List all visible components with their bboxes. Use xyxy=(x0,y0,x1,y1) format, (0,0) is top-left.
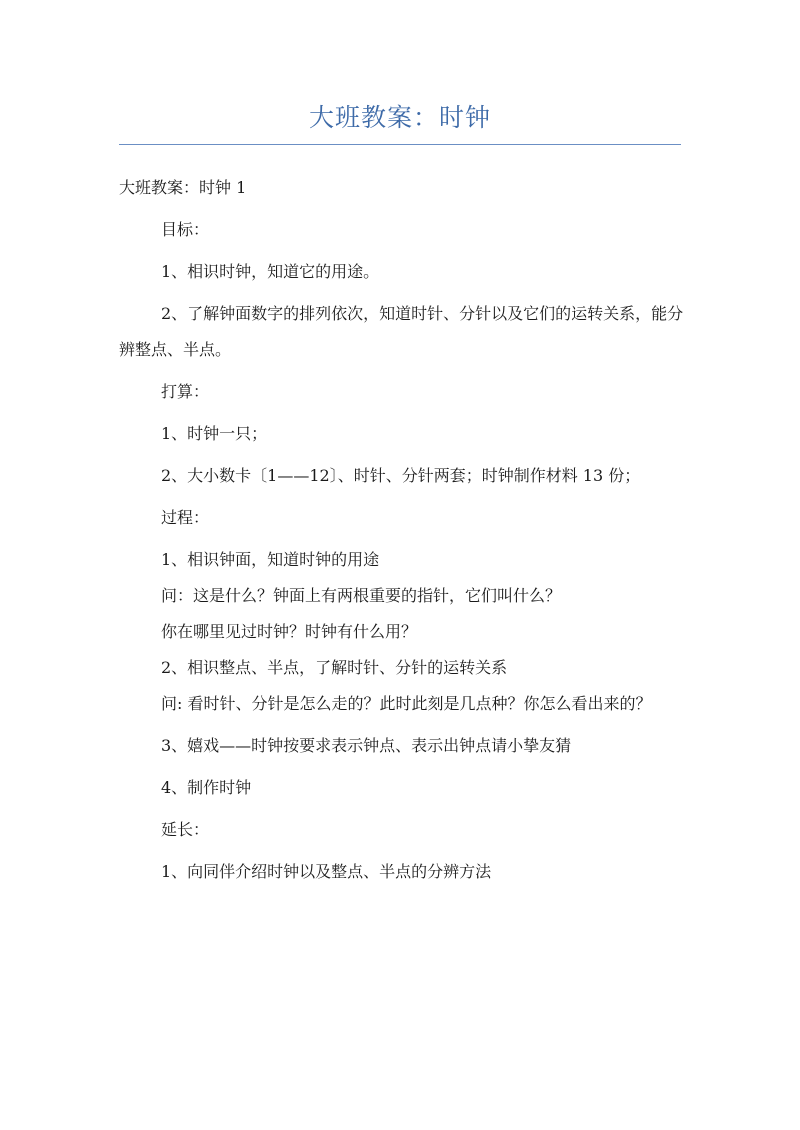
paragraph: 2、大小数卡〔1——12〕、时针、分针两套；时钟制作材料 13 份； xyxy=(161,466,641,485)
title-divider xyxy=(119,144,681,145)
paragraph: 1、相识钟面，知道时钟的用途 xyxy=(161,550,380,569)
paragraph: 1、向同伴介绍时钟以及整点、半点的分辨方法 xyxy=(161,862,492,881)
paragraph: 问: 看时针、分针是怎么走的？此时此刻是几点种？你怎么看出来的？ xyxy=(161,694,652,713)
paragraph: 你在哪里见过时钟？时钟有什么用？ xyxy=(161,622,418,641)
paragraph-heading: 大班教案：时钟 1 xyxy=(119,178,247,197)
paragraph: 1、相识时钟，知道它的用途。 xyxy=(161,262,380,281)
document-body xyxy=(119,170,689,890)
paragraph: 2、相识整点、半点，了解时针、分针的运转关系 xyxy=(161,658,508,677)
paragraph: 问：这是什么？钟面上有两根重要的指针，它们叫什么？ xyxy=(161,586,562,605)
paragraph: 2、了解钟面数字的排列依次，知道时针、分针以及它们的运转关系，能分辨整点、半点。 xyxy=(119,304,684,359)
paragraph: 延长： xyxy=(161,820,210,839)
paragraph: 1、时钟一只； xyxy=(161,424,268,443)
paragraph: 打算： xyxy=(161,382,210,401)
paragraph: 3、嬉戏——时钟按要求表示钟点、表示出钟点请小挚友猜 xyxy=(161,736,572,755)
document-title: 大班教案：时钟 xyxy=(308,103,491,132)
paragraph: 目标： xyxy=(161,220,210,239)
paragraph: 过程： xyxy=(161,508,210,527)
paragraph: 4、制作时钟 xyxy=(161,778,252,797)
